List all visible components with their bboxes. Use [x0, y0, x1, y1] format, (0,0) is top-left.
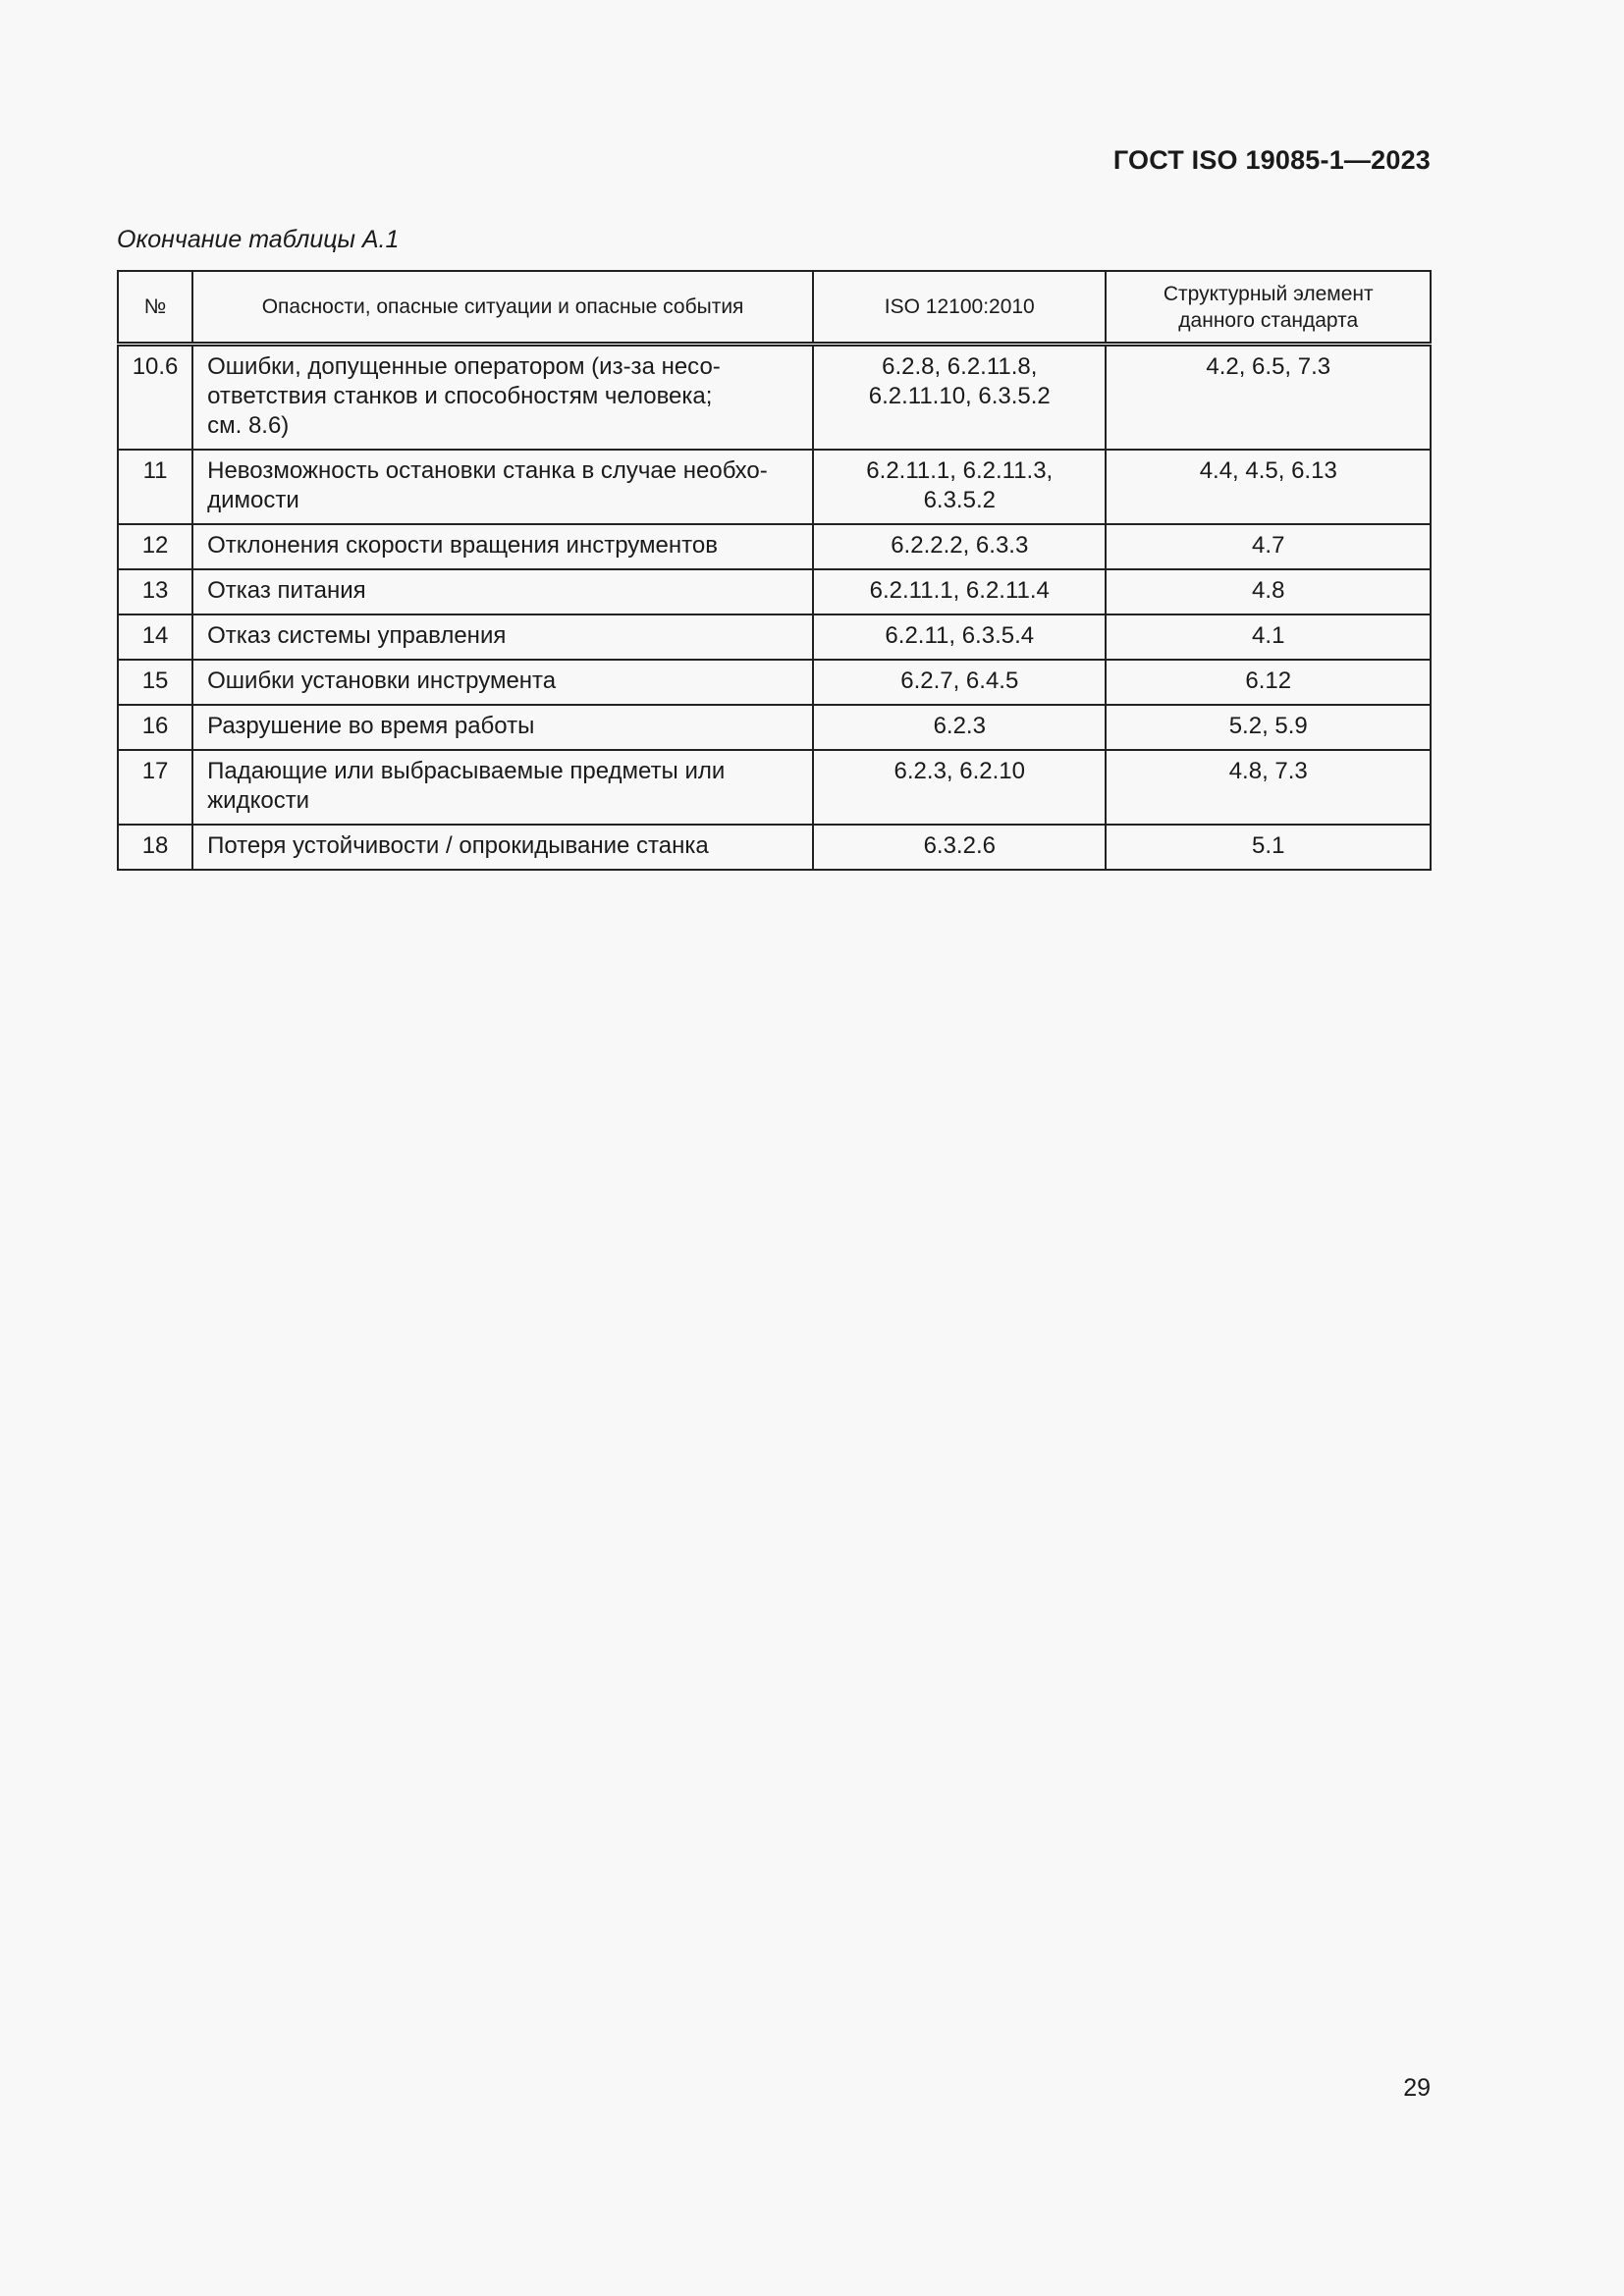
table-row [118, 614, 1431, 660]
hazard-text-line: димости [207, 487, 299, 513]
header-hazards: Опасности, опасные ситуации и опасные события [192, 271, 813, 345]
table-header-row [118, 271, 1431, 345]
header-number: № [118, 271, 192, 345]
iso-reference-cell [813, 450, 1106, 524]
hazard-cell [192, 660, 813, 705]
structural-element-cell [1106, 705, 1431, 750]
iso-reference-line: 6.2.8, 6.2.11.8, [882, 353, 1038, 380]
row-number: 11 [142, 457, 168, 484]
structural-element-cell [1106, 750, 1431, 825]
structural-element-cell [1106, 345, 1431, 451]
table-row [118, 450, 1431, 524]
row-number-cell [118, 705, 192, 750]
iso-reference-cell [813, 569, 1106, 614]
hazard-text-line: Разрушение во время работы [207, 713, 535, 739]
iso-reference-line: 6.2.11.1, 6.2.11.3, [866, 457, 1054, 484]
row-number: 15 [141, 667, 169, 694]
iso-reference-cell [813, 660, 1106, 705]
structural-element-ref: 4.7 [1252, 532, 1285, 559]
structural-element-ref: 4.1 [1252, 622, 1285, 649]
iso-reference-cell [813, 825, 1106, 870]
hazard-table [117, 270, 1432, 871]
row-number-cell [118, 450, 192, 524]
table-row [118, 660, 1431, 705]
row-number-cell [118, 750, 192, 825]
iso-reference-cell [813, 705, 1106, 750]
row-number-cell [118, 614, 192, 660]
iso-reference-cell [813, 750, 1106, 825]
row-number-cell [118, 660, 192, 705]
iso-reference-cell [813, 345, 1106, 451]
hazard-cell [192, 705, 813, 750]
hazard-text-line: Ошибки, допущенные оператором (из-за несо- [207, 353, 721, 380]
row-number: 18 [141, 832, 169, 859]
hazard-text-line: Невозможность остановки станка в случае необхо- [207, 457, 768, 484]
row-number: 14 [141, 622, 169, 649]
iso-reference-cell [813, 524, 1106, 569]
iso-reference-line: 6.2.11, 6.3.5.4 [885, 622, 1035, 649]
hazard-text-line: Потеря устойчивости / опрокидывание станка [207, 832, 709, 859]
header-structural-element-text: Структурный элемент данного стандарта [1163, 282, 1374, 332]
iso-reference-line: 6.2.7, 6.4.5 [900, 667, 1019, 694]
hazard-cell [192, 524, 813, 569]
table-row [118, 705, 1431, 750]
row-number-cell [118, 825, 192, 870]
iso-reference-cell [813, 614, 1106, 660]
structural-element-cell [1106, 524, 1431, 569]
structural-element-ref: 4.8, 7.3 [1228, 758, 1308, 784]
hazard-text-line: Падающие или выбрасываемые предметы или [207, 758, 726, 784]
row-number-cell [118, 345, 192, 451]
structural-element-cell [1106, 450, 1431, 524]
iso-reference-line: 6.3.2.6 [923, 832, 996, 859]
iso-reference-line: 6.2.3 [933, 713, 986, 739]
hazard-cell [192, 750, 813, 825]
row-number: 12 [141, 532, 169, 559]
structural-element-cell [1106, 569, 1431, 614]
structural-element-cell [1106, 825, 1431, 870]
structural-element-ref: 5.2, 5.9 [1228, 713, 1308, 739]
hazard-cell [192, 569, 813, 614]
row-number-cell [118, 569, 192, 614]
hazard-text-line: Отклонения скорости вращения инструментов [207, 532, 718, 559]
structural-element-ref: 5.1 [1252, 832, 1285, 859]
row-number: 17 [141, 758, 169, 784]
row-number: 10.6 [132, 353, 179, 380]
iso-reference-line: 6.2.11.1, 6.2.11.4 [869, 577, 1050, 604]
structural-element-cell [1106, 614, 1431, 660]
structural-element-ref: 4.2, 6.5, 7.3 [1206, 353, 1331, 380]
row-number-cell [118, 524, 192, 569]
hazard-text-line: Ошибки установки инструмента [207, 667, 557, 694]
structural-element-ref: 6.12 [1245, 667, 1292, 694]
table-row [118, 569, 1431, 614]
hazard-text-line: см. 8.6) [207, 412, 290, 439]
table-caption: Окончание таблицы А.1 [117, 226, 400, 253]
iso-reference-line: 6.2.11.10, 6.3.5.2 [868, 383, 1051, 409]
hazard-cell [192, 450, 813, 524]
header-structural-element [1106, 271, 1431, 345]
table-row [118, 345, 1431, 451]
table-row [118, 524, 1431, 569]
structural-element-ref: 4.4, 4.5, 6.13 [1199, 457, 1337, 484]
structural-element-cell [1106, 660, 1431, 705]
hazard-cell [192, 614, 813, 660]
table-row [118, 825, 1431, 870]
hazard-text-line: ответствия станков и способностям человека; [207, 383, 713, 409]
iso-reference-line: 6.3.5.2 [923, 487, 996, 513]
table-row [118, 750, 1431, 825]
table-body [118, 345, 1431, 871]
row-number: 13 [141, 577, 169, 604]
iso-reference-line: 6.2.2.2, 6.3.3 [891, 532, 1029, 559]
document-standard-code: ГОСТ ISO 19085-1—2023 [1112, 145, 1431, 175]
hazard-text-line: Отказ системы управления [207, 622, 507, 649]
hazard-text-line: жидкости [207, 787, 310, 814]
hazard-cell [192, 345, 813, 451]
hazard-cell [192, 825, 813, 870]
hazard-text-line: Отказ питания [207, 577, 366, 604]
page-number: 29 [1403, 2074, 1431, 2102]
structural-element-ref: 4.8 [1252, 577, 1285, 604]
iso-reference-line: 6.2.3, 6.2.10 [893, 758, 1025, 784]
header-iso-reference: ISO 12100:2010 [813, 271, 1106, 345]
row-number: 16 [141, 713, 169, 739]
